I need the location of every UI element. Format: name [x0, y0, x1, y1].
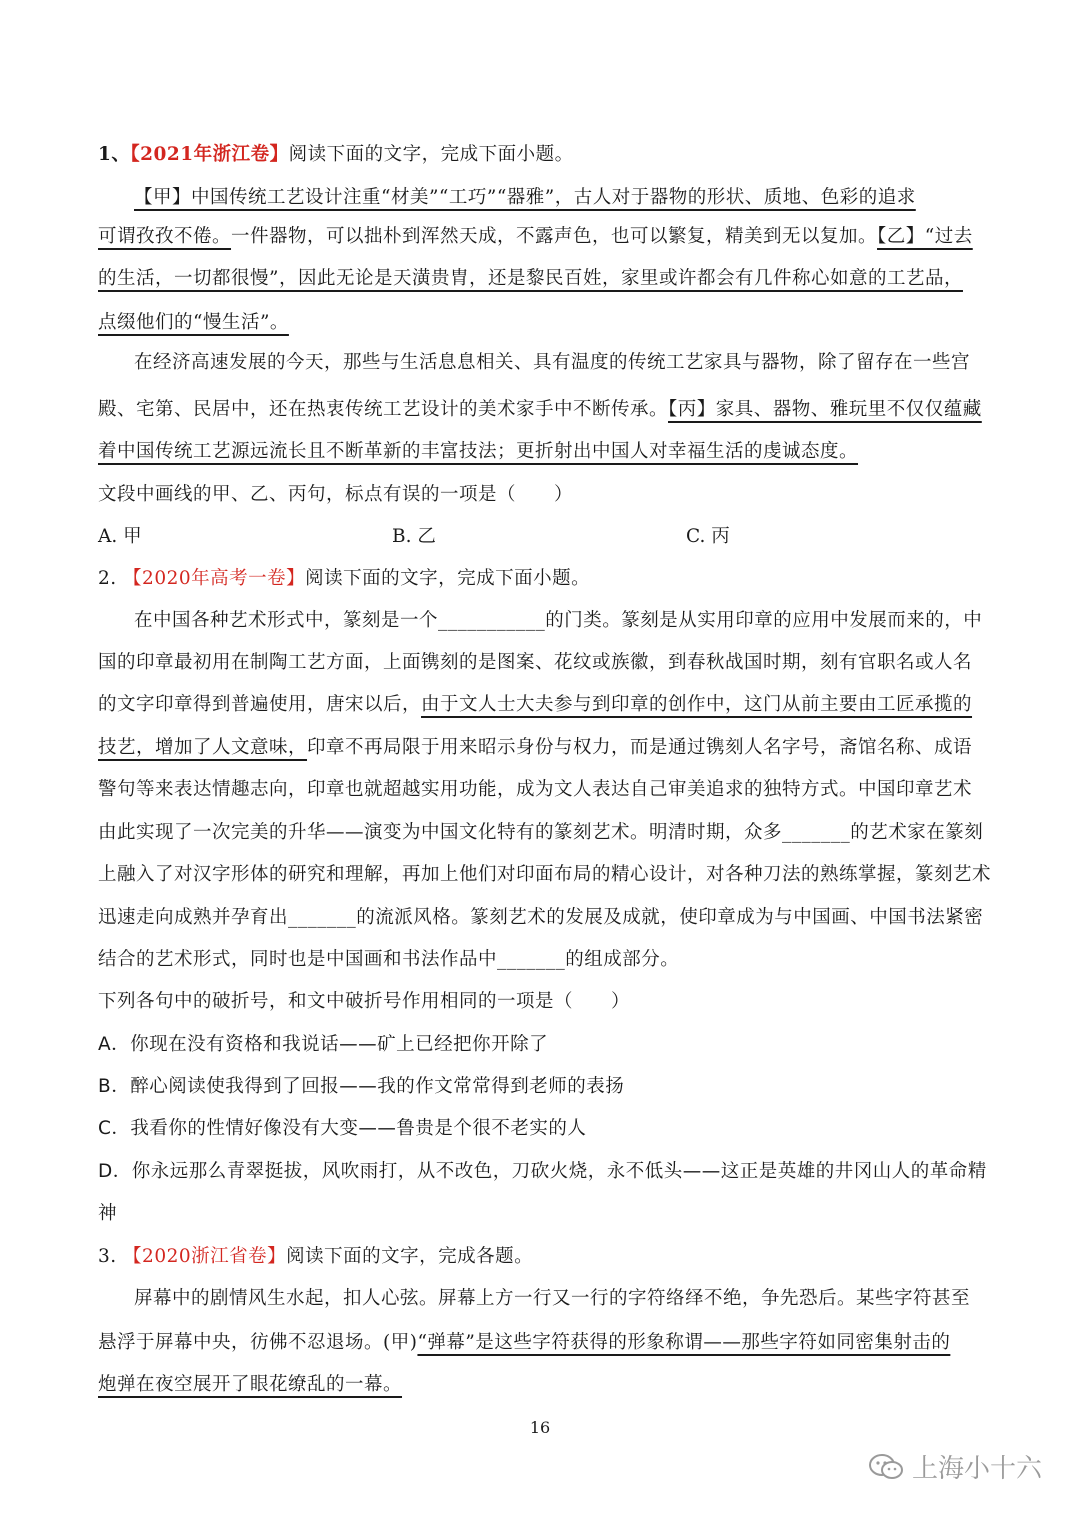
q3-header [98, 1242, 983, 1268]
q1-p1-line2 [98, 222, 983, 248]
q1-intro: 阅读下面的文字，完成下面小题。 [288, 144, 574, 165]
q2-option-b: B．醉心阅读使我得到了回报——我的作文常常得到老师的表扬 [98, 1076, 625, 1097]
q1-p1-plain: 一件器物，可以拙朴到浑然天成，不露声色，也可以繁复，精美到无以复加。 [231, 226, 878, 247]
q2-source-tag: 【2020年高考一卷】 [123, 568, 306, 589]
q1-yi-end: 点缀他们的“慢生活”。 [98, 312, 289, 333]
q1-p1-line3: 的生活，一切都很慢”，因此无论是天潢贵胄，还是黎民百姓，家里或许都会有几件称心如意的工艺品， [98, 268, 963, 289]
q2-underlined-2: 技艺，增加了人文意味， [98, 737, 308, 758]
q2-line5: 警句等来表达情趣志向，印章也就超越实用功能，成为文人表达自己审美追求的独特方式。中国印章艺术 [98, 779, 973, 800]
q3-intro: 阅读下面的文字，完成各题。 [286, 1246, 534, 1267]
q1-option-a: A. 甲 [98, 526, 142, 547]
q3-line2-plain: 悬浮于屏幕中央，彷佛不忍退场。(甲) [98, 1332, 418, 1353]
q1-p1-line4 [98, 308, 983, 334]
q2-line6: 由此实现了一次完美的升华——演变为中国文化特有的篆刻艺术。明清时期，众多_______的艺术家在篆刻 [98, 822, 984, 843]
q2-line9: 结合的艺术形式，同时也是中国画和书法作品中_______的组成部分。 [98, 949, 680, 970]
q1-bing-start: 【丙】家具、器物、雅玩里不仅仅蕴藏 [668, 399, 982, 420]
q1-p1-line1: 【甲】中国传统工艺设计注重“材美”“工巧”“器雅”，古人对于器物的形状、质地、色彩的追求 [134, 187, 916, 208]
q1-header [98, 140, 983, 166]
q1-yi-start: 【乙】“过去 [877, 226, 973, 247]
q3-line3: 炮弹在夜空展开了眼花缭乱的一幕。 [98, 1374, 403, 1395]
q2-line8: 迅速走向成熟并孕育出_______的流派风格。篆刻艺术的发展及成就，使印章成为与中国画、中国书法紧密 [98, 907, 984, 928]
q1-source-tag: 【2021年浙江卷】 [130, 144, 289, 165]
q3-line1: 屏幕中的剧情风生水起，扣人心弦。屏幕上方一行又一行的字符络绎不绝，争先恐后。某些字符甚至 [134, 1288, 971, 1309]
q1-p2-plain: 殿、宅第、民居中，还在热衷传统工艺设计的美术家手中不断传承。 [98, 399, 669, 420]
watermark-text: 上海小十六 [912, 1454, 1043, 1484]
q2-intro: 阅读下面的文字，完成下面小题。 [305, 568, 591, 589]
watermark [868, 1448, 1042, 1485]
q1-number: 1、 [98, 144, 131, 165]
q2-line3-plain: 的文字印章得到普遍使用，唐宋以后， [98, 694, 422, 715]
q1-jia-end: 可谓孜孜不倦。 [98, 226, 232, 247]
q2-line7: 上融入了对汉字形体的研究和理解，再加上他们对印面布局的精心设计，对各种刀法的熟练掌握，篆刻艺术 [98, 864, 992, 885]
q2-header [98, 564, 983, 590]
q1-option-c: C. 丙 [686, 526, 730, 547]
q2-option-c: C．我看你的性情好像没有大变——鲁贵是个很不老实的人 [98, 1118, 587, 1139]
q2-line2: 国的印章最初用在制陶工艺方面，上面镌刻的是图案、花纹或族徽，到春秋战国时期，刻有官职名或人名 [98, 652, 973, 673]
q3-number: 3. [98, 1246, 117, 1267]
q2-underlined-1: 由于文人士大夫参与到印章的创作中，这门从前主要由工匠承揽的 [421, 694, 973, 715]
q2-line1: 在中国各种艺术形式中，篆刻是一个___________的门类。篆刻是从实用印章的应用中发展而来的，中 [134, 610, 983, 631]
page-number: 16 [529, 1418, 551, 1437]
q1-p2-line3: 着中国传统工艺源远流长且不断革新的丰富技法；更折射出中国人对幸福生活的虔诚态度。 [98, 441, 859, 462]
q2-option-d: D．你永远那么青翠挺拔，风吹雨打，从不改色，刀砍火烧，永不低头——这正是英雄的井冈山人的革命精 [98, 1161, 987, 1182]
q1-option-b: B. 乙 [392, 526, 436, 547]
q3-jia-start: “弹幕”是这些字符获得的形象称谓——那些字符如同密集射击的 [417, 1332, 951, 1353]
q2-option-a: A．你现在没有资格和我说话——矿上已经把你开除了 [98, 1034, 549, 1055]
q2-line4-plain: 印章不再局限于用来昭示身份与权力，而是通过镌刻人名字号，斋馆名称、成语 [307, 737, 973, 758]
q3-source-tag: 【2020浙江省卷】 [123, 1246, 287, 1267]
q1-p2-line1: 在经济高速发展的今天，那些与生活息息相关、具有温度的传统工艺家具与器物，除了留存在一些宫 [134, 352, 971, 373]
q1-p2-line2 [98, 395, 983, 421]
q2-number: 2. [98, 568, 117, 589]
q2-line3 [98, 690, 983, 716]
wechat-icon [868, 1453, 904, 1481]
q3-line2 [98, 1328, 983, 1354]
q2-line4 [98, 733, 983, 759]
q1-question: 文段中画线的甲、乙、丙句，标点有误的一项是（ ） [98, 484, 574, 505]
q2-question: 下列各句中的破折号，和文中破折号作用相同的一项是（ ） [98, 991, 631, 1012]
q2-option-d-cont: 神 [98, 1203, 118, 1224]
